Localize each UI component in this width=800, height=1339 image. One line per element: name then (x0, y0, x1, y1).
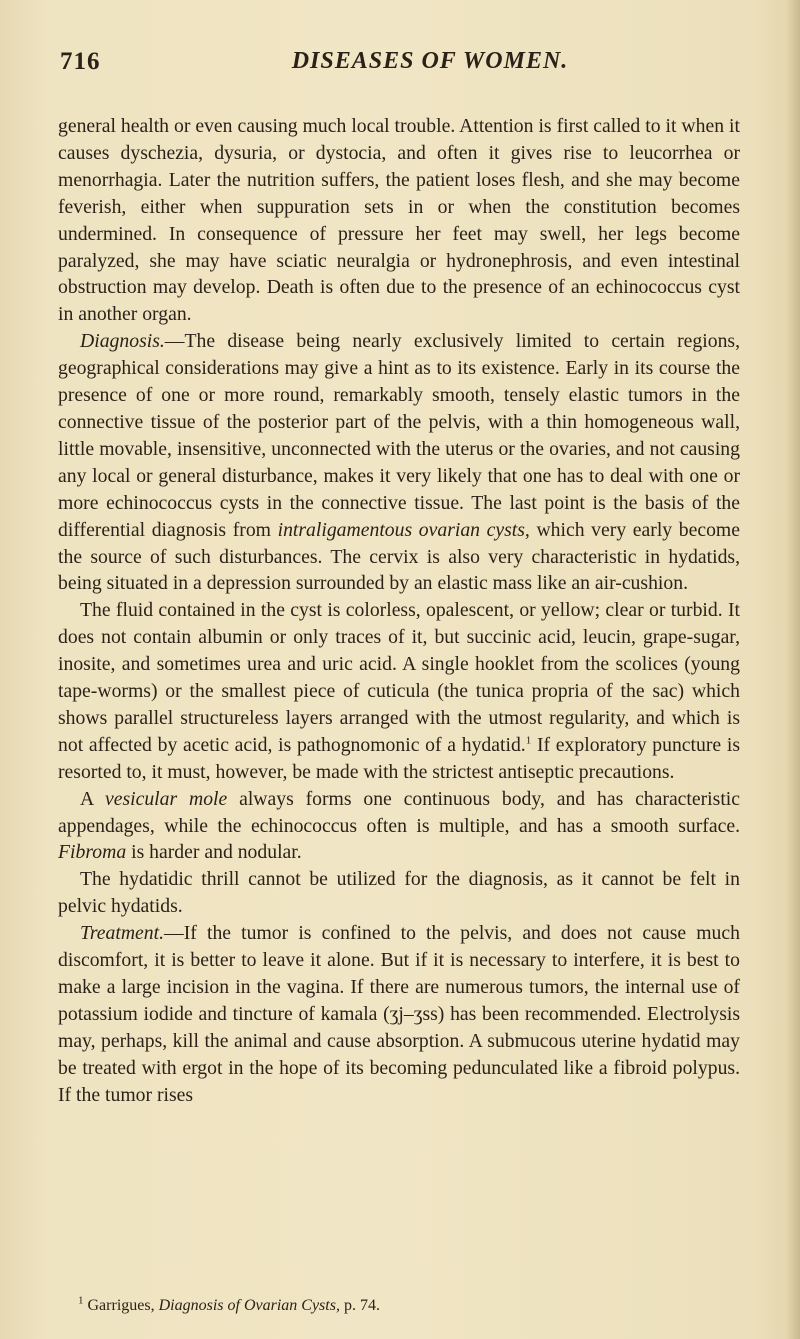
footnote-marker: 1 (78, 1294, 84, 1307)
footnote: $^1$ Garrigues, Diagnosis of Ovarian Cysts, p. 74. (78, 1294, 380, 1314)
footnote-reference: 1 (525, 734, 532, 747)
paragraph-fluid: The fluid contained in the cyst is colorless, opalescent, or yellow; clear or turbid. It does not contain albumin or only traces of it, but succinic acid, leucin, grape-sugar, inosite, and sometimes urea and uric acid. A single hooklet from the scolices (young tape-worms) or the smallest piece of cuticula (the tunica propria of the sac) which shows parallel structureless layers arranged with the utmost regularity, and which is not affected by acetic acid, is pathognomonic of a hydatid.$^1$ If exploratory puncture is resorted to, it must, however, be made with the strictest antiseptic precautions. (58, 599, 741, 783)
paragraph-thrill: The hydatidic thrill cannot be utilized for the diagnosis, as it cannot be felt in pelvic hydatids. (58, 868, 740, 918)
treatment-heading: Treatment. (80, 922, 165, 945)
body-text (58, 113, 740, 1109)
paragraph-symptoms: general health or even causing much local trouble. Attention is first called to it when it causes dyschezia, dysuria, or dystocia, and often it gives rise to leucorrhea or menorrhagia. Later the nutrition suffers, the patient loses flesh, and she may become feverish, either when suppuration sets in or when the constitution becomes undermined. In consequence of pressure her feet may swell, her legs become paralyzed, she may have sciatic neuralgia or hydronephrosis, and even intestinal obstruction may develop. Death is often due to the presence of an echinococcus cyst in another organ. (58, 115, 740, 326)
paragraph-treatment: Treatment.—If the tumor is confined to the pelvis, and does not cause much discomfort, it is better to leave it alone. But if it is necessary to interfere, it is best to make a large incision in the vagina. If there are numerous tumors, the internal use of potassium iodide and tincture of kamala (ʒj–ʒss) has been recommended. Electrolysis may, perhaps, kill the animal and cause absorption. A submucous uterine hydatid may be treated with ergot in the hope of its becoming pedunculated like a fibroid polypus. If the tumor rises (58, 922, 740, 1106)
paragraph-diagnosis: Diagnosis.—The disease being nearly exclusively limited to certain regions, geographical considerations may give a hint as to its existence. Early in its course the presence of one or more round, remarkably smooth, tensely elastic tumors in the connective tissue of the posterior part of the pelvis, with a thin homogeneous wall, little movable, insensitive, unconnected with the uterus or the ovaries, and not causing any local or general disturbance, makes it very likely that one has to deal with one or more echinococcus cysts in the connective tissue. The last point is the basis of the differential diagnosis from intraligamentous ovarian cysts, which very early become the source of such disturbances. The cervix is also very characteristic in hydatids, being situated in a depression surrounded by an elastic mass like an air-cushion. (58, 330, 740, 595)
running-title: DISEASES OF WOMEN. (291, 48, 569, 74)
page-edge-shadow (786, 0, 800, 1339)
paragraph-vesicular-mole: A vesicular mole always forms one continuous body, and has characteristic appendages, while the echinococcus often is multiple, and has a smooth surface. Fibroma is harder and nodular. (58, 787, 740, 864)
diagnosis-heading: Diagnosis. (80, 330, 165, 353)
page-number: 716 (60, 48, 101, 75)
page-header (60, 48, 740, 88)
